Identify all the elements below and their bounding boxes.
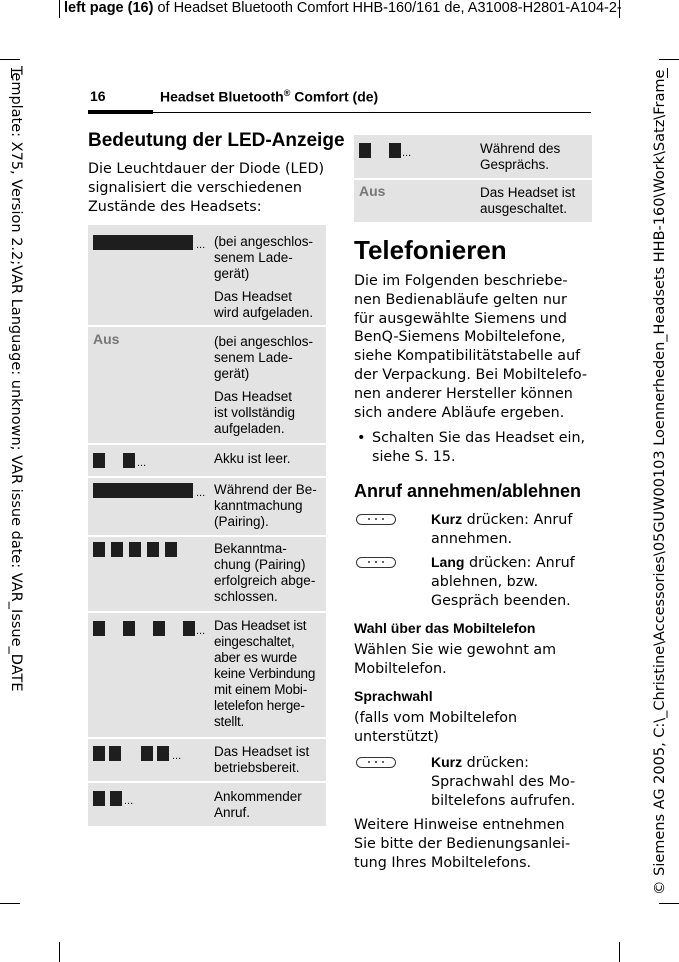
text-line: BenQ-Siemens Mobiltelefone, xyxy=(354,329,566,346)
led-on-bar xyxy=(165,542,177,557)
bullet-icon: • xyxy=(357,430,366,446)
section-heading-led: Bedeutung der LED-Anzeige xyxy=(88,130,345,151)
print-header xyxy=(64,0,622,16)
led-description xyxy=(214,789,302,821)
text-line: chung (Pairing) xyxy=(214,557,306,572)
led-row xyxy=(88,327,326,443)
dots: ... xyxy=(196,625,206,637)
text-line: Das Headset xyxy=(214,289,293,304)
led-on-bar xyxy=(93,483,193,498)
text-line: signalisiert die verschiedenen xyxy=(88,179,302,196)
text-line: drücken: xyxy=(462,755,529,771)
text-line: Die Leuchtdauer der Diode (LED) xyxy=(88,161,325,177)
text-line: (Pairing). xyxy=(214,514,269,529)
page-title-main: Headset Bluetooth xyxy=(160,88,284,105)
led-on-bar xyxy=(110,791,122,806)
text-line: Die im Folgenden beschriebe- xyxy=(354,273,568,289)
led-description xyxy=(214,618,315,730)
kurz-instruction xyxy=(431,510,572,549)
registered-mark: ® xyxy=(283,88,291,98)
page-number: 16 xyxy=(90,88,106,104)
led-on-bar xyxy=(129,542,141,557)
led-row xyxy=(354,135,592,178)
text-line: Akku ist leer. xyxy=(214,451,291,466)
led-on-bar xyxy=(93,746,105,761)
text-line: Weitere Hinweise entnehmen xyxy=(354,817,565,833)
dots: ... xyxy=(196,239,206,251)
led-on-bar xyxy=(93,621,105,636)
crop-mark xyxy=(0,59,20,60)
led-description xyxy=(214,451,291,467)
text-line: kanntmachung xyxy=(214,498,303,513)
text-line: Das Headset ist xyxy=(214,618,307,633)
text-line: eingeschaltet, xyxy=(214,634,295,649)
copyright-path: © Siemens AG 2005, C:\_Christine\Accessories\05GUW00103 Loennerheden_Headsets HHB-160\Work\Satz\Frame xyxy=(652,69,668,895)
print-header-doc: of Headset Bluetooth Comfort HHB-160/161 de, A31008-H2801-A104-2- xyxy=(153,0,622,16)
text-line: nen Bedienabläufe gelten nur xyxy=(354,291,567,308)
led-description xyxy=(214,334,313,437)
led-on-bar xyxy=(109,746,121,761)
headset-key-icon xyxy=(356,514,396,525)
text-line: für ausgewählte Siemens und xyxy=(354,310,567,327)
dots: ... xyxy=(172,750,182,762)
kurz-label: Kurz xyxy=(431,754,463,770)
text-line: aufgeladen. xyxy=(214,421,285,436)
dots: ... xyxy=(402,147,412,159)
text-line: keine Verbindung xyxy=(214,666,316,681)
text-line: Gesprächs. xyxy=(480,157,550,172)
crop-mark xyxy=(59,942,60,962)
bullet-text xyxy=(372,429,585,467)
text-line: mit einem Mobi- xyxy=(214,682,308,697)
text-line: siehe Kompatibilitätstabelle auf xyxy=(354,348,581,365)
led-on-bar xyxy=(183,621,195,636)
text-line: ist vollständig xyxy=(214,405,296,420)
led-description xyxy=(480,141,560,173)
text-line: drücken: Anruf xyxy=(464,555,575,571)
section-heading-anruf: Anruf annehmen/ablehnen xyxy=(354,481,582,501)
led-description xyxy=(214,744,309,776)
led-on-bar xyxy=(111,542,123,557)
weitere-hinweise xyxy=(354,816,570,872)
text-line: Gespräch beenden. xyxy=(431,592,571,609)
led-description xyxy=(214,234,313,321)
text-line: Das Headset ist xyxy=(480,185,576,200)
led-on-bar xyxy=(141,746,153,761)
crop-mark xyxy=(0,903,20,904)
led-row xyxy=(88,445,326,476)
text-line: Sie bitte der Bedienungsanlei- xyxy=(354,835,571,852)
text-line: stellt. xyxy=(214,714,245,729)
header-rule xyxy=(88,112,591,113)
led-description xyxy=(214,541,315,605)
page-title xyxy=(160,88,378,105)
led-on-bar xyxy=(93,542,105,557)
lang-label: Lang xyxy=(431,554,465,570)
text-line: biltelefons aufrufen. xyxy=(431,792,576,809)
led-on-bar xyxy=(123,621,135,636)
text-line: ausgeschaltet. xyxy=(480,201,568,216)
text-line: drücken: Anruf xyxy=(462,512,573,528)
text-line: Mobiltelefon. xyxy=(354,660,447,677)
text-line: (falls vom Mobiltelefon xyxy=(354,710,518,726)
text-line: letelefon herge- xyxy=(214,698,305,713)
kurz-label: Kurz xyxy=(431,511,463,527)
text-line: wird aufgeladen. xyxy=(214,305,314,320)
led-on-bar xyxy=(93,235,193,250)
text-line: aber es wurde xyxy=(214,650,297,665)
crop-mark xyxy=(59,0,60,18)
template-info: Template: X75, Version 2.2;VAR Language: unknown; VAR issue date: VAR_Issue_DATE xyxy=(8,66,24,692)
crop-mark xyxy=(619,942,620,962)
led-row xyxy=(88,613,326,737)
led-description xyxy=(480,185,575,217)
headset-key-icon xyxy=(356,757,396,768)
led-row xyxy=(88,783,326,826)
subheading-sprachwahl: Sprachwahl xyxy=(354,688,433,704)
led-description xyxy=(214,482,317,530)
led-on-bar xyxy=(153,621,165,636)
led-row xyxy=(88,225,326,325)
section-heading-telefonieren: Telefonieren xyxy=(354,235,507,265)
led-on-bar xyxy=(123,453,135,468)
text-line: Wählen Sie wie gewohnt am xyxy=(354,642,557,658)
sprachwahl-text xyxy=(354,709,517,747)
text-line: Das Headset ist xyxy=(214,744,310,759)
crop-mark xyxy=(659,903,679,904)
led-intro xyxy=(88,160,324,216)
lang-instruction xyxy=(431,553,575,610)
print-header-page: left page (16) xyxy=(64,0,154,16)
text-line: gerät) xyxy=(214,266,250,281)
text-line: Anruf. xyxy=(214,805,251,820)
text-line: senem Lade- xyxy=(214,350,293,365)
text-line: Bekanntma- xyxy=(214,541,287,556)
led-off-label: Aus xyxy=(359,183,386,199)
led-on-bar xyxy=(157,746,169,761)
text-line: sich andere Abläufe ergeben. xyxy=(354,404,565,421)
kurz-sprachwahl-instruction xyxy=(431,753,575,810)
text-line: Während der Be- xyxy=(214,482,317,497)
page-title-rest: Comfort (de) xyxy=(290,88,379,105)
subheading-wahl: Wahl über das Mobiltelefon xyxy=(354,620,536,636)
headset-key-icon xyxy=(356,557,396,568)
led-on-bar xyxy=(389,143,401,158)
text-line: tung Ihres Mobiltelefons. xyxy=(354,854,532,871)
led-on-bar xyxy=(93,791,105,806)
text-line: der Verpackung. Bei Mobiltelefo- xyxy=(354,366,588,383)
text-line: (bei angeschlos- xyxy=(214,334,314,349)
text-line: erfolgreich abge- xyxy=(214,573,316,588)
dots: ... xyxy=(196,487,206,499)
text-line: siehe S. 15. xyxy=(372,448,456,465)
text-line: schlossen. xyxy=(214,589,278,604)
wahl-text xyxy=(354,641,556,679)
text-line: annehmen. xyxy=(431,530,513,547)
text-line: (bei angeschlos- xyxy=(214,234,314,249)
led-row xyxy=(88,478,326,535)
text-line: Das Headset xyxy=(214,389,293,404)
text-line: gerät) xyxy=(214,366,250,381)
text-line: senem Lade- xyxy=(214,250,293,265)
text-line: betriebsbereit. xyxy=(214,760,300,775)
telefonieren-text xyxy=(354,272,587,422)
text-line: unterstützt) xyxy=(354,728,439,745)
crop-mark xyxy=(659,59,679,60)
text-line: ablehnen, bzw. xyxy=(431,573,539,590)
led-row xyxy=(354,180,592,222)
text-line: Ankommender xyxy=(214,789,302,804)
dots: ... xyxy=(124,795,134,807)
led-off-label: Aus xyxy=(93,331,120,347)
led-on-bar xyxy=(147,542,159,557)
text-line: Sprachwahl des Mo- xyxy=(431,773,576,790)
text-line: Schalten Sie das Headset ein, xyxy=(372,430,586,446)
text-line: nen anderer Hersteller können xyxy=(354,385,573,402)
led-row xyxy=(88,739,326,781)
text-line: Während des xyxy=(480,141,561,156)
text-line: Zustände des Headsets: xyxy=(88,198,262,215)
header-rule-accent xyxy=(88,110,153,114)
led-on-bar xyxy=(359,143,371,158)
dots: ... xyxy=(137,457,147,469)
led-on-bar xyxy=(93,453,105,468)
led-row xyxy=(88,537,326,611)
